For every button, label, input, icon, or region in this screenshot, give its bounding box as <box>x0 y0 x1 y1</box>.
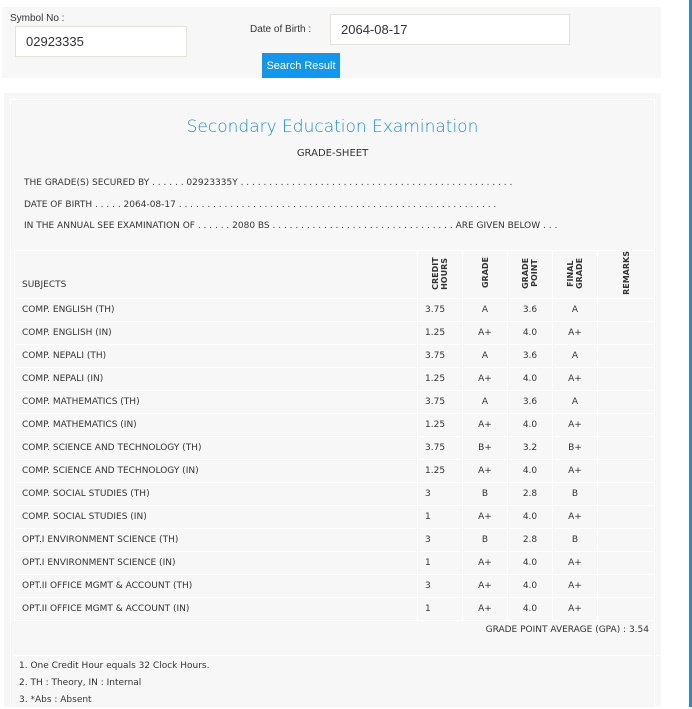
table-header <box>15 251 655 299</box>
cell-grade-point: 4.0 <box>508 413 553 436</box>
cell-subject: OPT.II OFFICE MGMT & ACCOUNT (TH) <box>15 574 418 597</box>
cell-remarks <box>598 528 655 551</box>
grade-sheet-title: GRADE-SHEET <box>296 148 369 159</box>
exam-line: IN THE ANNUAL SEE EXAMINATION OF . . . . . . 2080 BS . . . . . . . . . . . . . . . . . . . . . . . . . . . . . . . . ARE GIVEN BELOW . . . <box>24 221 558 231</box>
cell-final-grade: B <box>553 528 598 551</box>
table-row <box>15 344 655 367</box>
cell-final-grade: A <box>553 390 598 413</box>
cell-remarks <box>598 321 655 344</box>
table-row <box>15 482 655 505</box>
cell-grade: A <box>463 298 508 321</box>
table-row <box>15 459 655 482</box>
table-row <box>15 413 655 436</box>
search-form <box>2 7 661 78</box>
dob-input[interactable]: 2064-08-17 <box>330 14 570 45</box>
cell-credit-hours: 1 <box>418 551 463 574</box>
cell-grade: A+ <box>463 321 508 344</box>
cell-grade-point: 4.0 <box>508 459 553 482</box>
cell-final-grade: A+ <box>553 597 598 620</box>
cell-credit-hours: 1 <box>418 597 463 620</box>
cell-subject: COMP. ENGLISH (TH) <box>15 298 418 321</box>
header-grade-point: GRADE POINT <box>521 257 539 289</box>
cell-grade-point: 4.0 <box>508 321 553 344</box>
dob-label: Date of Birth : <box>250 24 312 35</box>
cell-grade: A <box>463 390 508 413</box>
table-row <box>15 505 655 528</box>
cell-remarks <box>598 459 655 482</box>
cell-remarks <box>598 574 655 597</box>
cell-credit-hours: 3.75 <box>418 344 463 367</box>
table-row <box>15 367 655 390</box>
cell-grade: A+ <box>463 413 508 436</box>
cell-remarks <box>598 482 655 505</box>
cell-remarks <box>598 413 655 436</box>
cell-credit-hours: 1.25 <box>418 321 463 344</box>
cell-subject: OPT.I ENVIRONMENT SCIENCE (IN) <box>15 551 418 574</box>
cell-grade-point: 3.6 <box>508 390 553 413</box>
cell-final-grade: A+ <box>553 505 598 528</box>
cell-grade: B+ <box>463 436 508 459</box>
cell-credit-hours: 3.75 <box>418 436 463 459</box>
table-row <box>15 597 655 620</box>
cell-grade-point: 4.0 <box>508 574 553 597</box>
cell-grade-point: 4.0 <box>508 367 553 390</box>
cell-final-grade: A <box>553 344 598 367</box>
cell-grade-point: 4.0 <box>508 551 553 574</box>
exam-title: Secondary Education Examination <box>186 117 479 137</box>
secured-by-line: THE GRADE(S) SECURED BY . . . . . . 02923335Y . . . . . . . . . . . . . . . . . . . . . . . . . . . . . . . . . . . . . . . . . . . . . . . . <box>24 178 513 188</box>
cell-subject: COMP. SCIENCE AND TECHNOLOGY (TH) <box>15 436 418 459</box>
cell-remarks <box>598 344 655 367</box>
cell-subject: COMP. SOCIAL STUDIES (TH) <box>15 482 418 505</box>
cell-subject: COMP. MATHEMATICS (IN) <box>15 413 418 436</box>
cell-credit-hours: 3.75 <box>418 298 463 321</box>
header-subjects: SUBJECTS <box>15 251 418 299</box>
header-credit-hours: CREDIT HOURS <box>431 256 449 290</box>
cell-credit-hours: 3.75 <box>418 390 463 413</box>
table-row <box>15 321 655 344</box>
cell-subject: OPT.II OFFICE MGMT & ACCOUNT (IN) <box>15 597 418 620</box>
cell-credit-hours: 3 <box>418 528 463 551</box>
cell-final-grade: A <box>553 298 598 321</box>
table-row <box>15 436 655 459</box>
cell-final-grade: A+ <box>553 413 598 436</box>
cell-grade: A+ <box>463 459 508 482</box>
table-row <box>15 528 655 551</box>
cell-final-grade: A+ <box>553 367 598 390</box>
cell-grade-point: 2.8 <box>508 482 553 505</box>
cell-remarks <box>598 551 655 574</box>
cell-grade: B <box>463 528 508 551</box>
note: 1. One Credit Hour equals 32 Clock Hours. <box>19 661 210 671</box>
cell-final-grade: A+ <box>553 551 598 574</box>
note: 3. *Abs : Absent <box>19 695 92 705</box>
cell-remarks <box>598 390 655 413</box>
cell-grade: A+ <box>463 597 508 620</box>
cell-remarks <box>598 298 655 321</box>
cell-grade: A+ <box>463 505 508 528</box>
cell-grade-point: 4.0 <box>508 505 553 528</box>
cell-final-grade: A+ <box>553 321 598 344</box>
cell-final-grade: A+ <box>553 574 598 597</box>
cell-remarks <box>598 367 655 390</box>
cell-subject: COMP. ENGLISH (IN) <box>15 321 418 344</box>
cell-grade: B <box>463 482 508 505</box>
cell-credit-hours: 1 <box>418 505 463 528</box>
cell-grade-point: 3.6 <box>508 344 553 367</box>
cell-subject: COMP. NEPALI (TH) <box>15 344 418 367</box>
symbol-input[interactable]: 02923335 <box>15 26 187 57</box>
dob-line: DATE OF BIRTH . . . . . 2064-08-17 . . . . . . . . . . . . . . . . . . . . . . . . . . . . . . . . . . . . . . . . . . . . . . . . . . . . . . . . <box>24 200 497 210</box>
cell-credit-hours: 1.25 <box>418 367 463 390</box>
cell-subject: COMP. MATHEMATICS (TH) <box>15 390 418 413</box>
table-row <box>15 390 655 413</box>
cell-subject: OPT.I ENVIRONMENT SCIENCE (TH) <box>15 528 418 551</box>
cell-grade: A+ <box>463 574 508 597</box>
symbol-label: Symbol No : <box>10 13 65 24</box>
cell-final-grade: B+ <box>553 436 598 459</box>
cell-credit-hours: 3 <box>418 482 463 505</box>
header-final-grade: FINAL GRADE <box>566 257 584 289</box>
table-row <box>15 298 655 321</box>
cell-final-grade: A+ <box>553 459 598 482</box>
cell-credit-hours: 3 <box>418 574 463 597</box>
cell-subject: COMP. NEPALI (IN) <box>15 367 418 390</box>
cell-final-grade: B <box>553 482 598 505</box>
grades-table <box>14 250 655 621</box>
cell-subject: COMP. SCIENCE AND TECHNOLOGY (IN) <box>15 459 418 482</box>
cell-grade-point: 3.2 <box>508 436 553 459</box>
header-grade: GRADE <box>480 257 490 289</box>
note: 2. TH : Theory, IN : Internal <box>19 678 142 688</box>
cell-remarks <box>598 436 655 459</box>
cell-grade-point: 2.8 <box>508 528 553 551</box>
cell-grade: A <box>463 344 508 367</box>
table-row <box>15 551 655 574</box>
table-row <box>15 574 655 597</box>
cell-subject: COMP. SOCIAL STUDIES (IN) <box>15 505 418 528</box>
cell-remarks <box>598 597 655 620</box>
cell-grade: A+ <box>463 551 508 574</box>
search-result-button[interactable]: Search Result <box>262 53 340 78</box>
header-remarks: REMARKS <box>621 251 631 295</box>
cell-credit-hours: 1.25 <box>418 413 463 436</box>
cell-remarks <box>598 505 655 528</box>
cell-credit-hours: 1.25 <box>418 459 463 482</box>
gpa: GRADE POINT AVERAGE (GPA) : 3.54 <box>485 625 649 635</box>
cell-grade-point: 4.0 <box>508 597 553 620</box>
cell-grade: A+ <box>463 367 508 390</box>
cell-grade-point: 3.6 <box>508 298 553 321</box>
